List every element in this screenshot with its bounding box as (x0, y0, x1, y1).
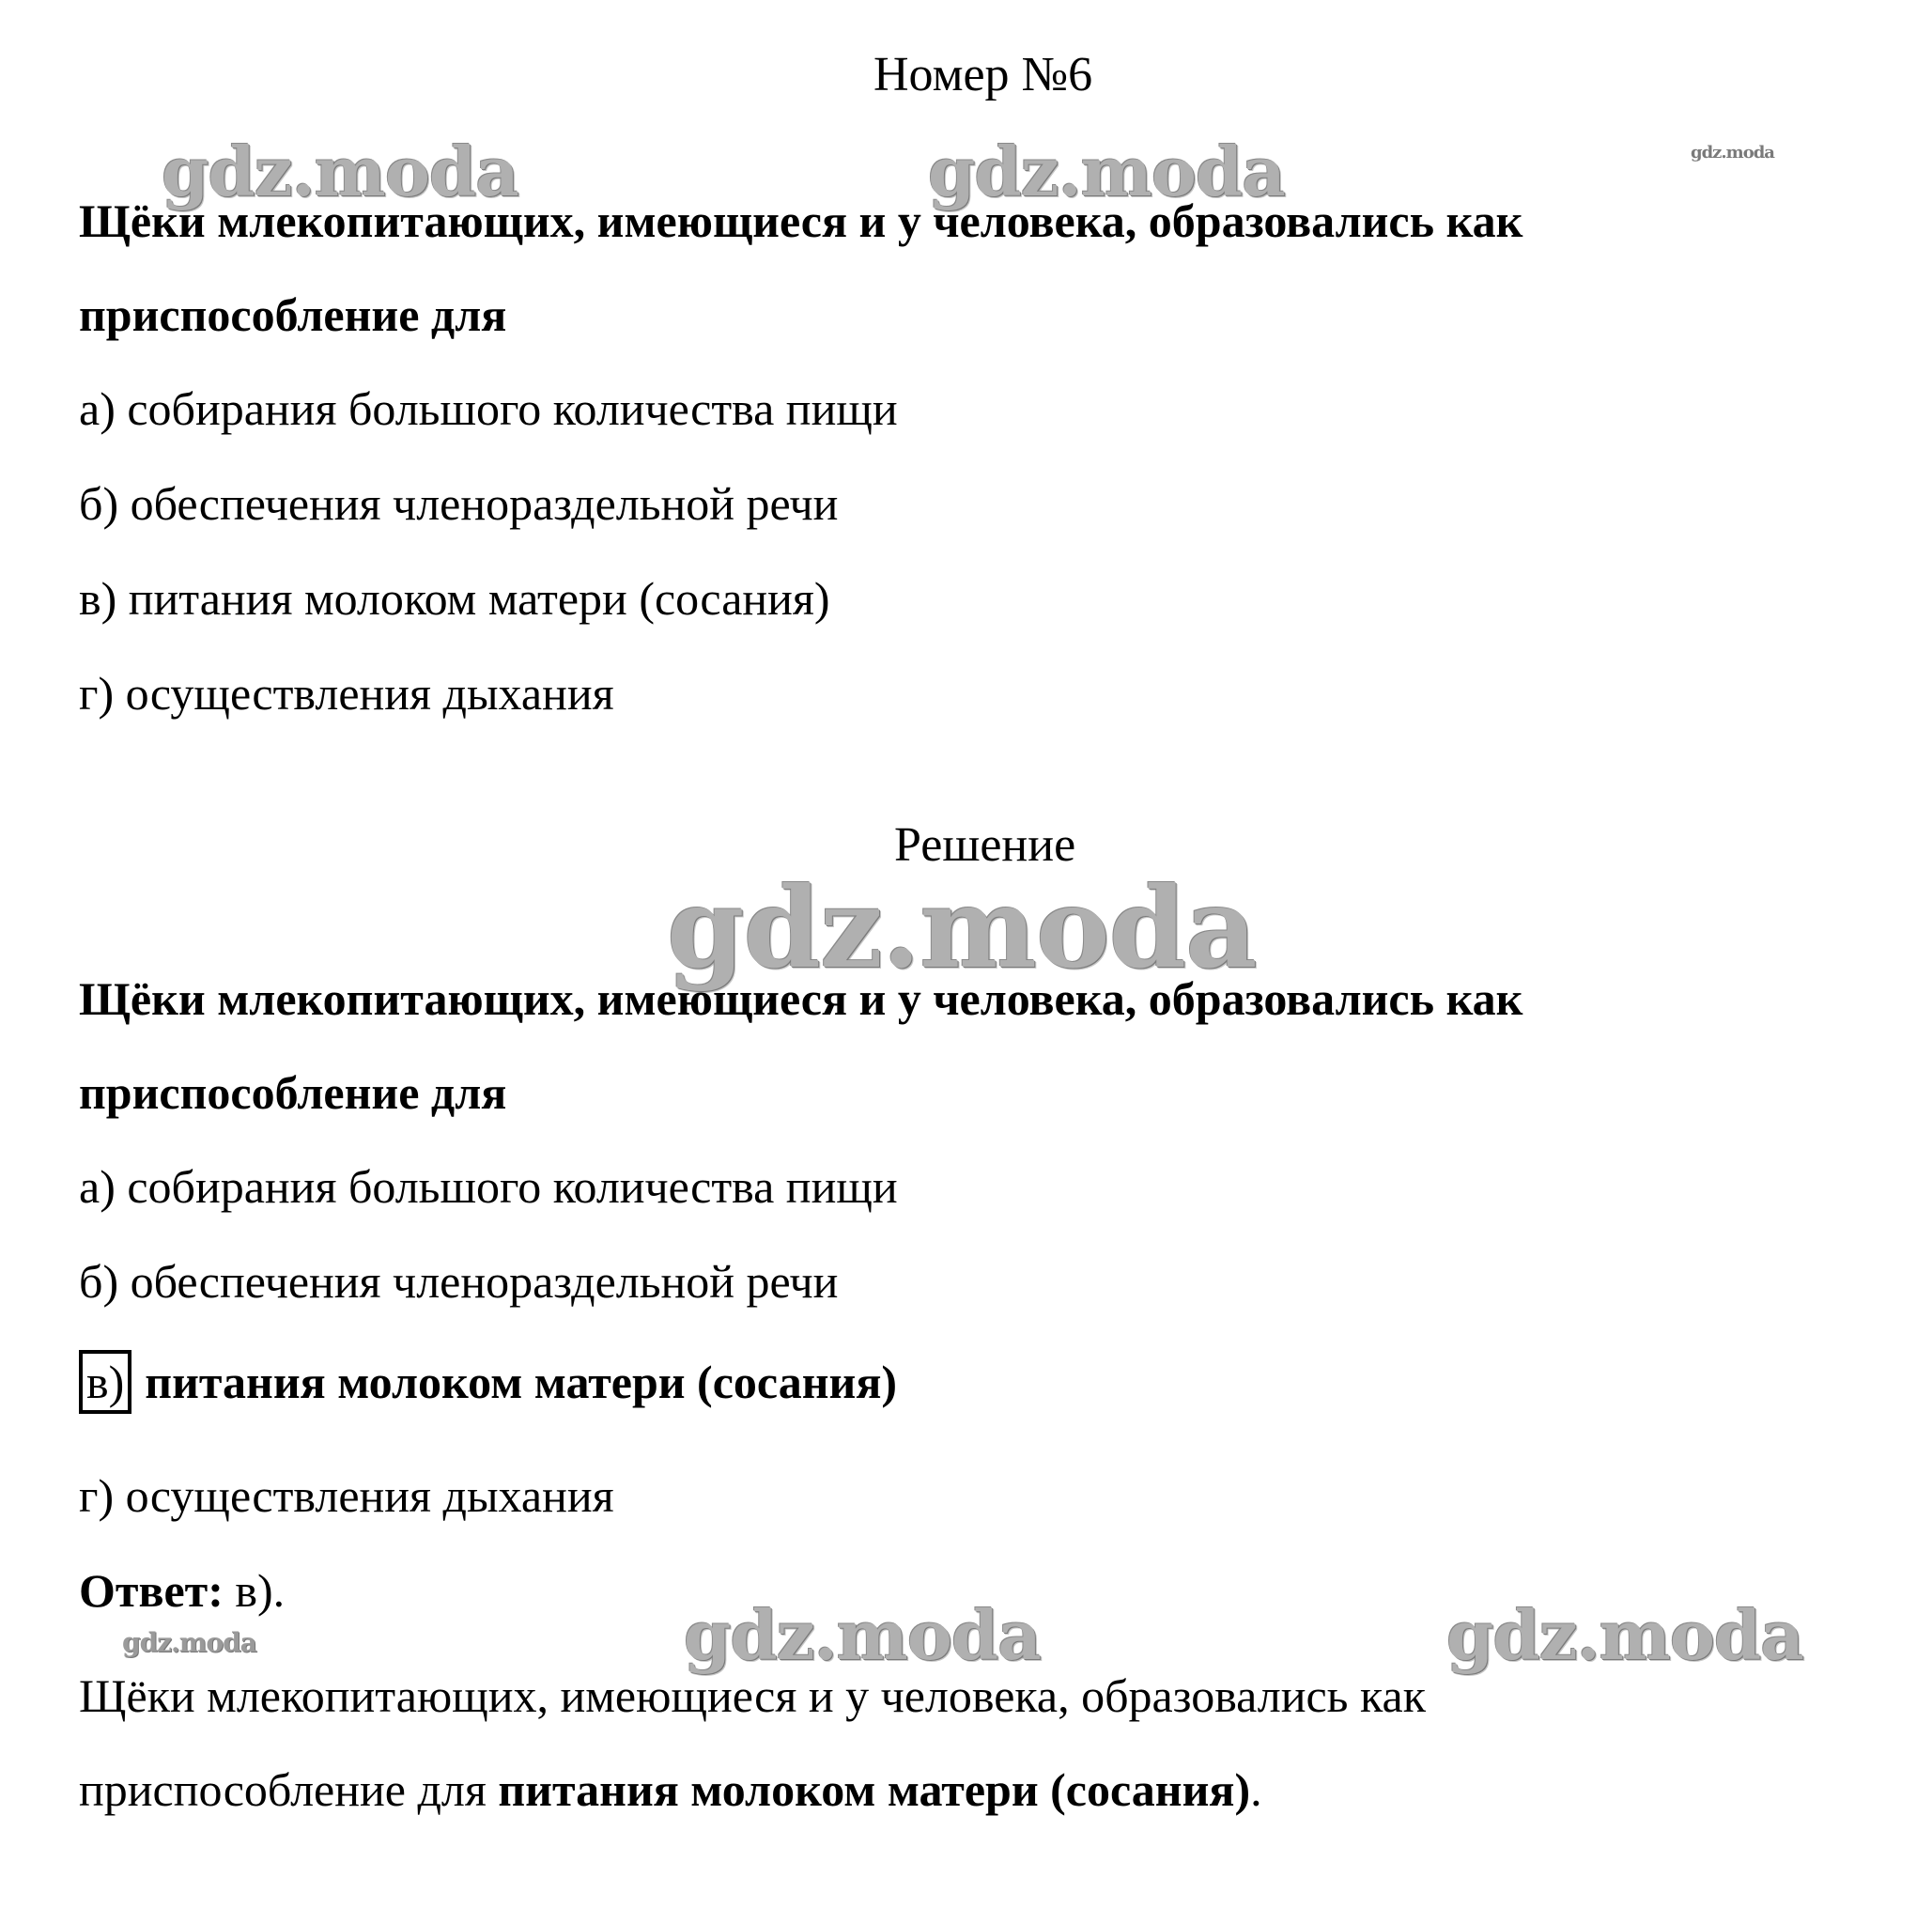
watermark: gdz.moda (1691, 143, 1774, 163)
question-option-d: г) осуществления дыхания (79, 667, 614, 720)
explanation-line-1: Щёки млекопитающих, имеющиеся и у человека, образовались как (79, 1669, 1427, 1722)
explanation-line-2 (79, 1761, 1262, 1818)
question-line-1: Щёки млекопитающих, имеющиеся и у человека, образовались как (79, 194, 1523, 247)
page-title: Номер №6 (873, 48, 1093, 101)
question-option-b: б) обеспечения членораздельной речи (79, 477, 839, 530)
solution-line-2: приспособление для (79, 1066, 507, 1119)
question-line-2: приспособление для (79, 288, 507, 341)
solution-option-d: г) осуществления дыхания (79, 1469, 614, 1522)
solution-option-a: а) собирания большого количества пищи (79, 1160, 898, 1213)
explanation-bold: питания молоком матери (сосания) (498, 1763, 1251, 1816)
answer-label: Ответ: (79, 1564, 224, 1617)
question-option-a: а) собирания большого количества пищи (79, 382, 898, 435)
watermark: gdz.moda (684, 1595, 1041, 1675)
explanation-end: . (1250, 1763, 1262, 1816)
answer-value: в). (223, 1564, 286, 1617)
watermark: gdz.moda (667, 862, 1257, 993)
solution-heading: Решение (894, 818, 1076, 872)
solution-line-1: Щёки млекопитающих, имеющиеся и у человека, образовались как (79, 972, 1523, 1025)
answer-line (79, 1562, 285, 1619)
solution-option-b: б) обеспечения членораздельной речи (79, 1255, 839, 1308)
watermark: gdz.moda (1446, 1595, 1803, 1675)
correct-option-box: в) (79, 1350, 131, 1414)
explanation-plain: приспособление для (79, 1763, 499, 1816)
correct-option-text: питания молоком матери (сосания) (145, 1356, 898, 1408)
watermark: gdz.moda (928, 132, 1285, 211)
watermark: gdz.moda (162, 132, 518, 211)
question-option-c: в) питания молоком матери (сосания) (79, 572, 830, 625)
watermark: gdz.moda (122, 1627, 256, 1658)
solution-option-c (79, 1350, 897, 1414)
